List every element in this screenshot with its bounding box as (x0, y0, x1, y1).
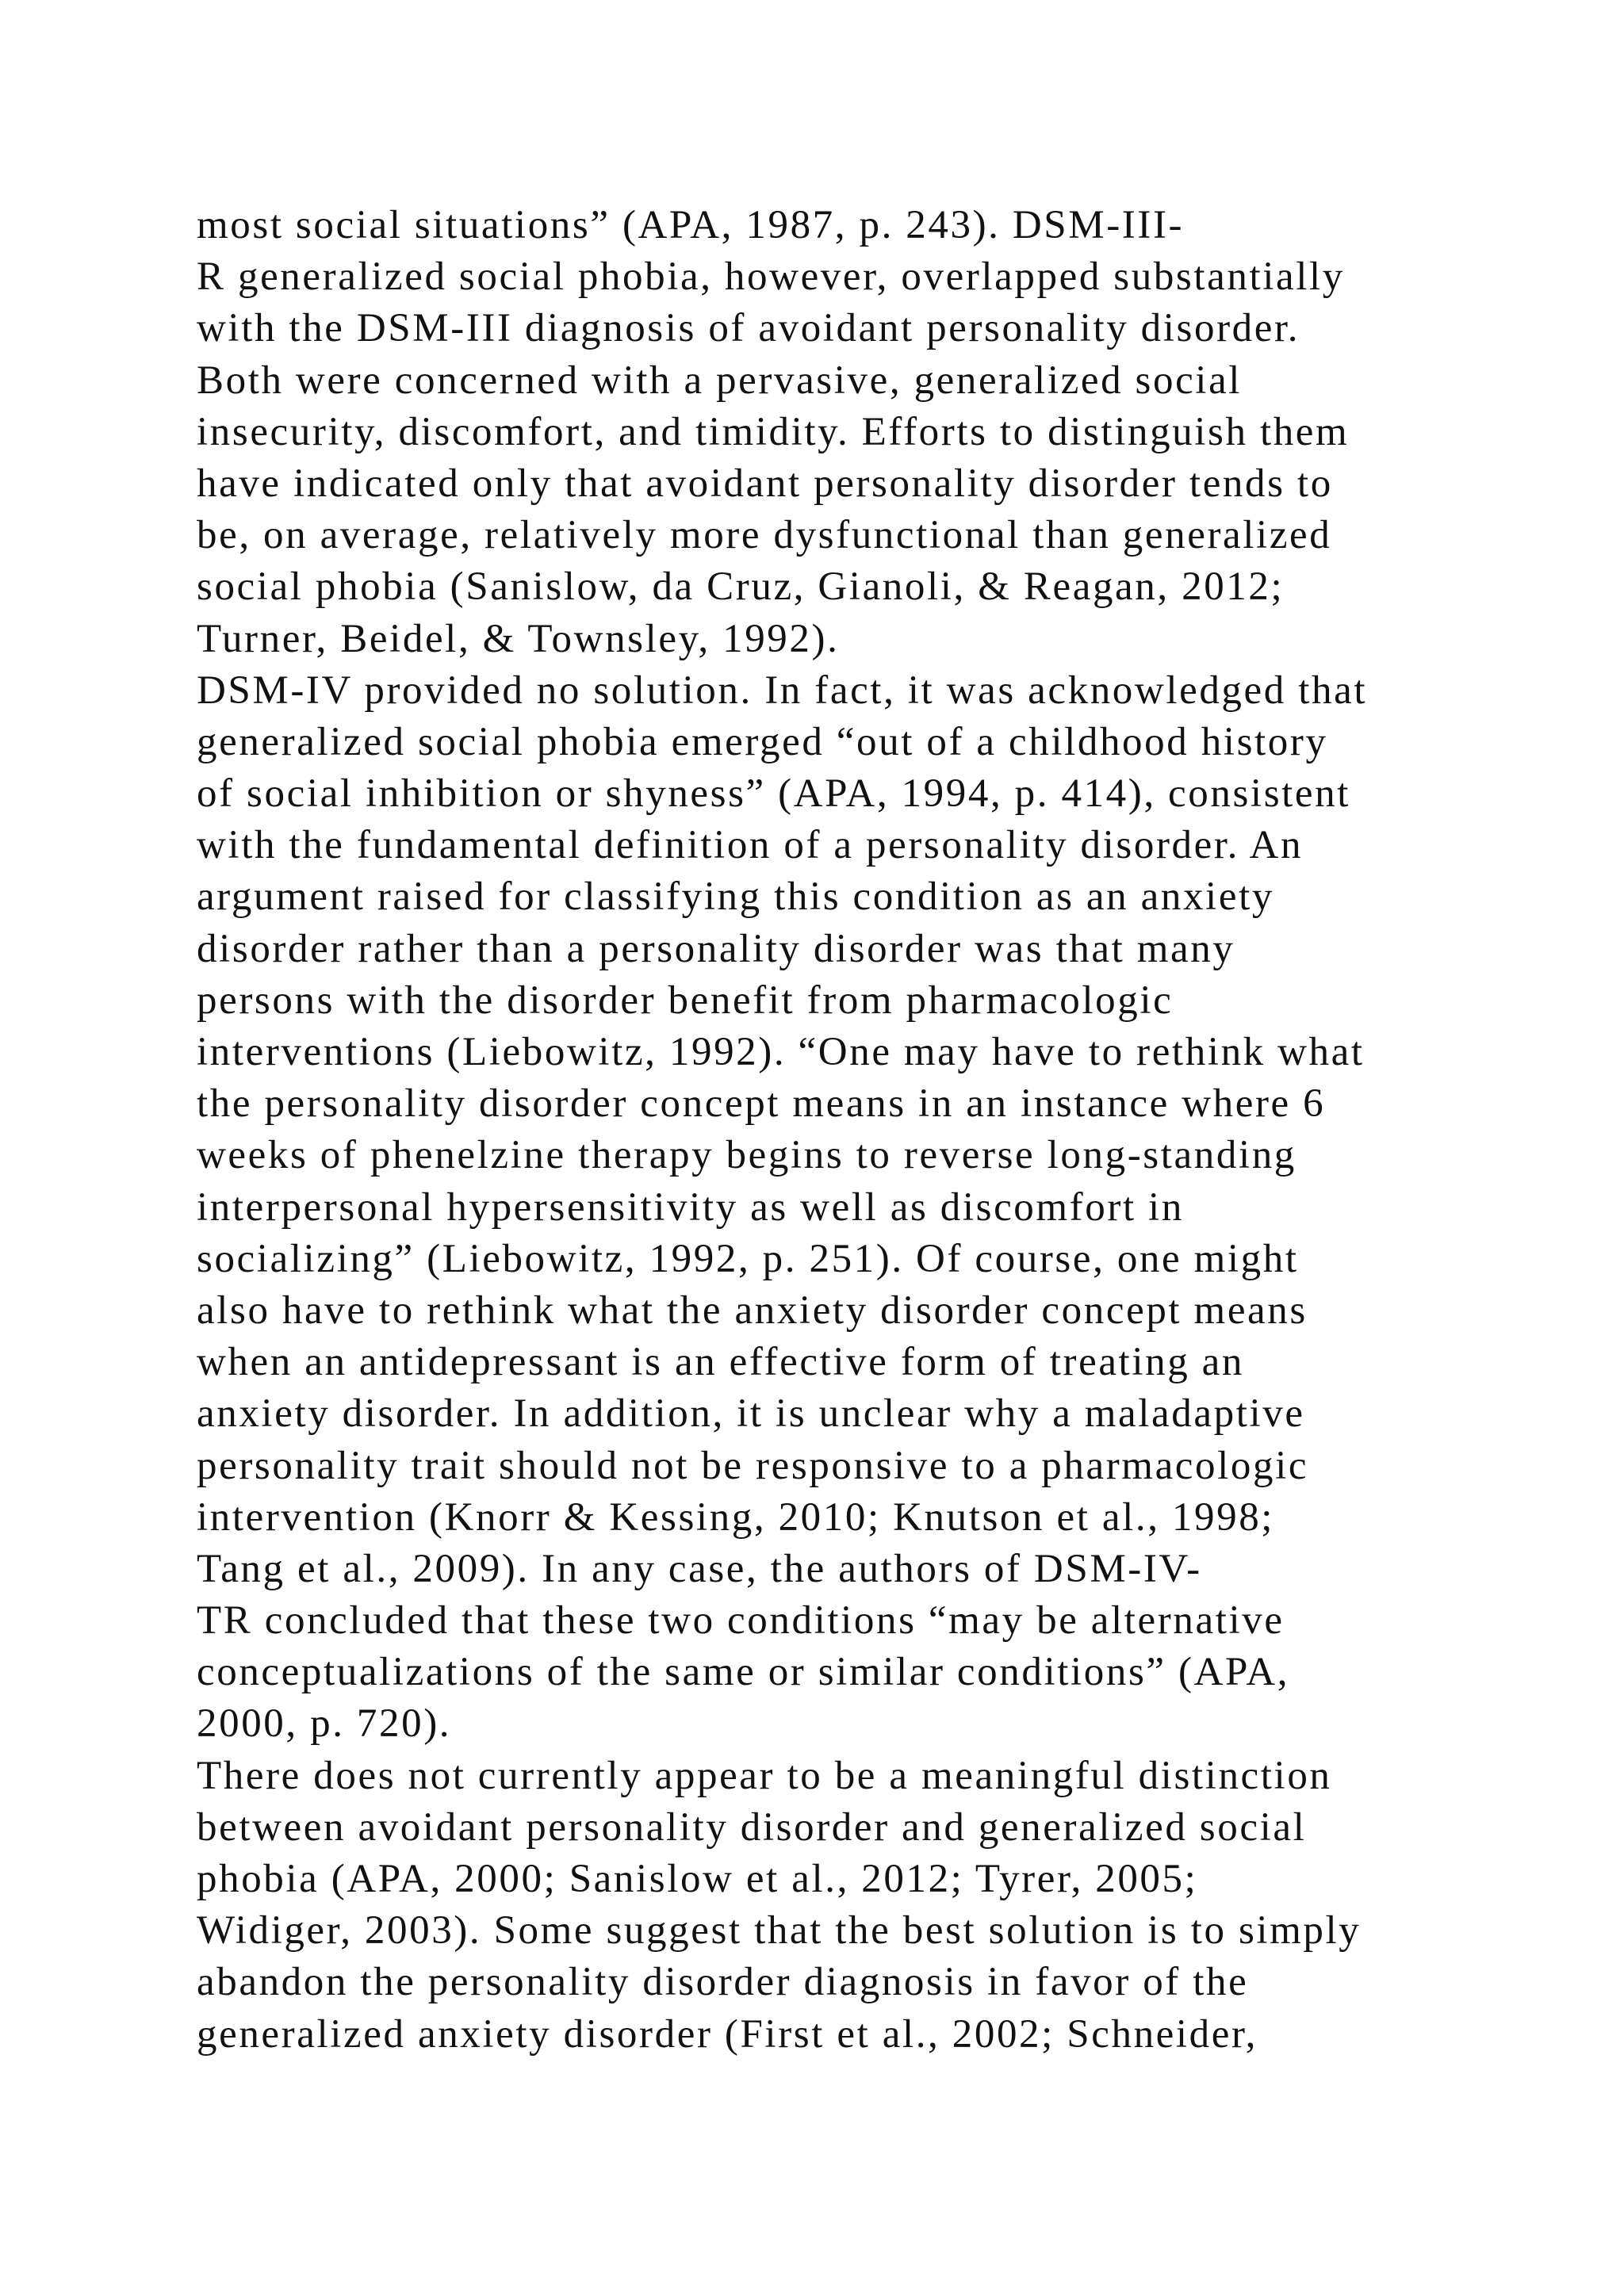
text-line: interventions (Liebowitz, 1992). “One may have to rethink what (197, 1030, 1365, 1074)
text-line: social phobia (Sanislow, da Cruz, Gianoli, & Reagan, 2012; (197, 564, 1285, 610)
text-line: also have to rethink what the anxiety disorder concept means (197, 1288, 1308, 1333)
text-line: R generalized social phobia, however, overlapped substantially (197, 254, 1345, 300)
text-line: interpersonal hypersensitivity as well as discomfort in (197, 1184, 1184, 1230)
text-line: personality trait should not be responsive to a pharmacologic (197, 1443, 1309, 1488)
text-line: socializing” (Liebowitz, 1992, p. 251). Of course, one might (197, 1236, 1299, 1281)
text-line: intervention (Knorr & Kessing, 2010; Knutson et al., 1998; (197, 1494, 1275, 1540)
text-line: disorder rather than a personality disorder was that many (197, 926, 1235, 971)
text-line: have indicated only that avoidant personality disorder tends to (197, 461, 1333, 506)
text-line: with the fundamental definition of a personality disorder. An (197, 823, 1304, 868)
text-line: DSM-IV provided no solution. In fact, it was acknowledged that (197, 668, 1368, 713)
text-line: between avoidant personality disorder and generalized social (197, 1804, 1307, 1850)
text-line: with the DSM-III diagnosis of avoidant personality disorder. (197, 306, 1300, 351)
text-line: insecurity, discomfort, and timidity. Efforts to distinguish them (197, 409, 1350, 454)
text-line: persons with the disorder benefit from pharmacologic (197, 978, 1174, 1023)
text-line: 2000, p. 720). (197, 1701, 452, 1747)
text-line: of social inhibition or shyness” (APA, 1994, p. 414), consistent (197, 771, 1351, 817)
text-line: argument raised for classifying this condition as an anxiety (197, 874, 1274, 920)
text-line: TR concluded that these two conditions “may be alternative (197, 1598, 1285, 1644)
text-line: most social situations” (APA, 1987, p. 243). DSM-III- (197, 203, 1185, 247)
text-line: generalized anxiety disorder (First et al., 2002; Schneider, (197, 2011, 1258, 2057)
text-line: Both were concerned with a pervasive, generalized social (197, 358, 1243, 403)
text-line: Widiger, 2003). Some suggest that the best solution is to simply (197, 1908, 1362, 1954)
text-line: weeks of phenelzine therapy begins to reverse long-standing (197, 1133, 1297, 1178)
text-line: when an antidepressant is an effective form of treating an (197, 1340, 1244, 1385)
text-line: anxiety disorder. In addition, it is unclear why a maladaptive (197, 1391, 1305, 1437)
text-line: the personality disorder concept means in an instance where 6 (197, 1081, 1326, 1127)
text-line: conceptualizations of the same or similar conditions” (APA, (197, 1650, 1290, 1695)
text-line: phobia (APA, 2000; Sanislow et al., 2012; Tyrer, 2005; (197, 1857, 1198, 1901)
text-line: be, on average, relatively more dysfunctional than generalized (197, 513, 1332, 558)
text-line: Tang et al., 2009). In any case, the authors of DSM-IV- (197, 1546, 1202, 1591)
text-line: generalized social phobia emerged “out of a childhood history (197, 719, 1328, 764)
body-text (197, 200, 1545, 2061)
text-line: Turner, Beidel, & Townsley, 1992). (197, 616, 840, 661)
text-line: There does not currently appear to be a meaningful distinction (197, 1753, 1332, 1798)
text-line: abandon the personality disorder diagnosis in favor of the (197, 1960, 1249, 2005)
